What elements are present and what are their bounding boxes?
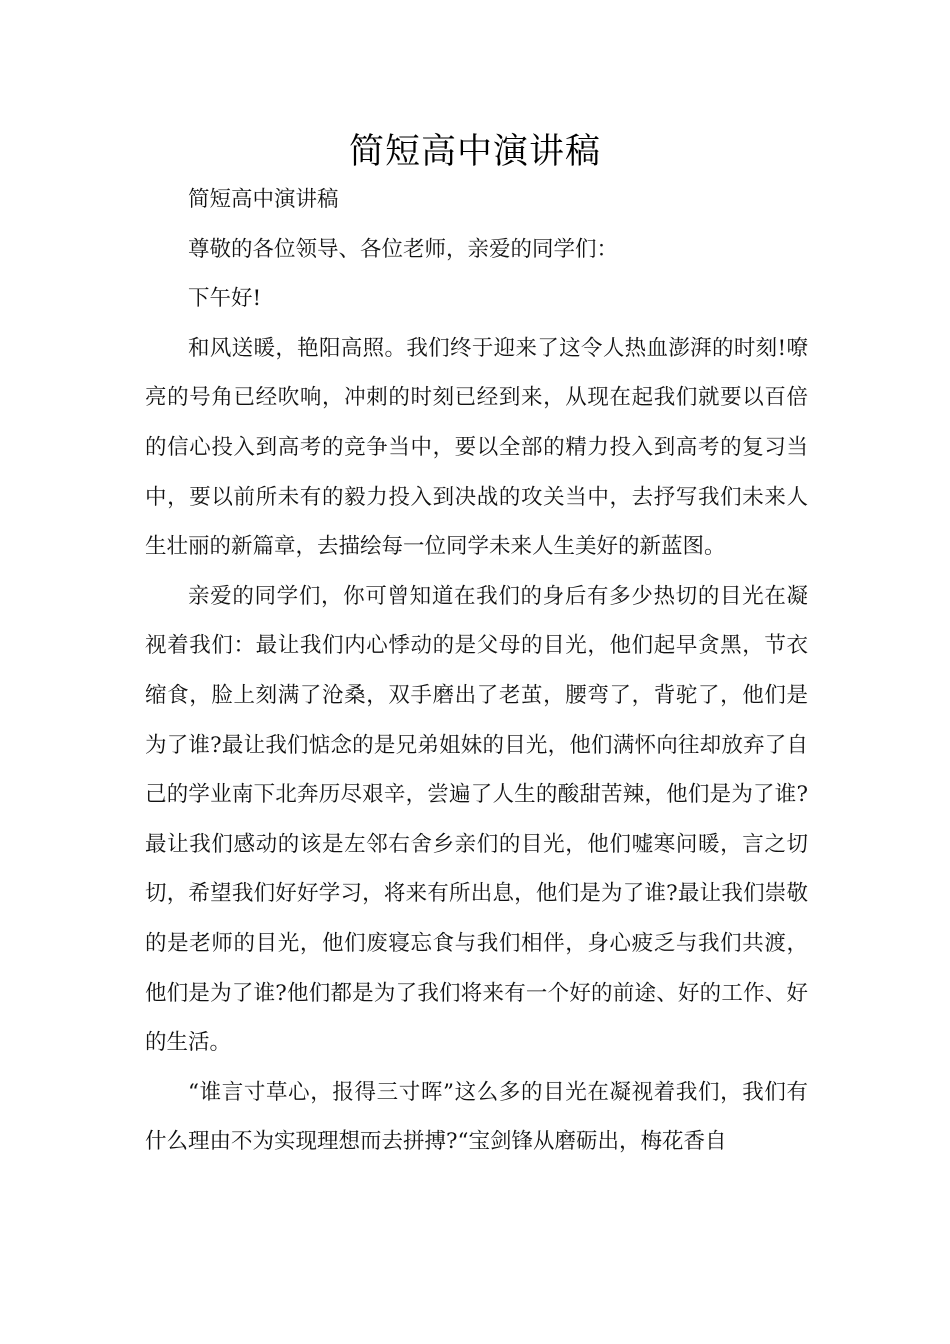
paragraph-opening: 和风送暖，艳阳高照。我们终于迎来了这令人热血澎湃的时刻!嘹亮的号角已经吹响，冲刺的时刻已经到来，从现在起我们就要以百倍的信心投入到高考的竞争当中，要以全部的精力投入到高考的复习当中，要以前所未有的毅力投入到决战的攻关当中，去抒写我们未来人生壮丽的新篇章，去描绘每一位同学未来人生美好的新蓝图。	[145, 335, 808, 560]
paragraph-quote: “谁言寸草心，报得三寸晖”这么多的目光在凝视着我们，我们有什么理由不为实现理想而去拼搏?“宝剑锋从磨砺出，梅花香自	[145, 1079, 808, 1155]
document-body	[145, 175, 808, 1167]
paragraph-salutation: 尊敬的各位领导、各位老师，亲爱的同学们：	[188, 236, 619, 262]
paragraph-subtitle: 简短高中演讲稿	[188, 187, 339, 212]
paragraph-greeting: 下午好!	[188, 286, 262, 312]
paragraph-gazes: 亲爱的同学们，你可曾知道在我们的身后有多少热切的目光在凝视着我们：最让我们内心悸动的是父母的目光，他们起早贪黑，节衣缩食，脸上刻满了沧桑，双手磨出了老茧，腰弯了，背驼了，他们是为了谁?最让我们惦念的是兄弟姐妹的目光，他们满怀向往却放弃了自己的学业南下北奔历尽艰辛，尝遍了人生的酸甜苦辣，他们是为了谁?最让我们感动的该是左邻右舍乡亲们的目光，他们嘘寒问暖，言之切切，希望我们好好学习，将来有所出息，他们是为了谁?最让我们崇敬的是老师的目光，他们废寝忘食与我们相伴，身心疲乏与我们共渡，他们是为了谁?他们都是为了我们将来有一个好的前途、好的工作、好的生活。	[145, 583, 808, 1056]
document-title: 简短高中演讲稿	[348, 132, 601, 172]
